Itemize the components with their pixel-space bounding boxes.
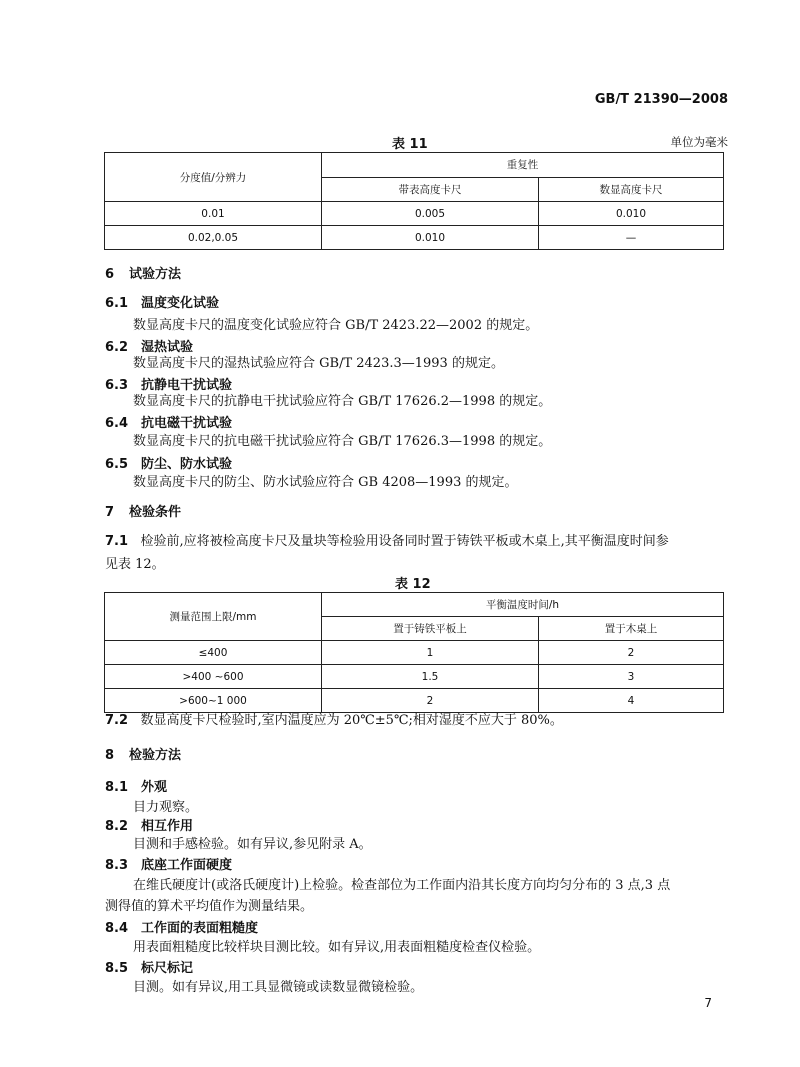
table-11-title: 表 11 <box>392 137 428 152</box>
table-12-title: 表 12 <box>395 577 431 592</box>
clause-8-3-heading <box>105 854 232 873</box>
clause-number: 8.1 <box>105 780 129 795</box>
clause-title: 抗电磁干扰试验 <box>141 416 233 431</box>
clause-7-2 <box>105 709 725 732</box>
section-6-heading <box>105 263 181 282</box>
table-row <box>105 665 724 689</box>
clause-8-1-heading <box>105 776 167 795</box>
clause-6-1-text: 数显高度卡尺的温度变化试验应符合 GB/T 2423.22—2002 的规定。 <box>133 318 539 333</box>
table-cell: 2 <box>322 689 539 713</box>
section-title: 检验方法 <box>129 748 182 763</box>
table-cell: 1 <box>322 641 539 665</box>
clause-text: 检验前,应将被检高度卡尺及量块等检验用设备同时置于铸铁平板或木桌上,其平衡温度时间参 <box>140 534 669 549</box>
table-row <box>105 641 724 665</box>
table-cell: 0.010 <box>322 226 539 250</box>
clause-8-2-heading <box>105 815 193 834</box>
section-number: 8 <box>105 748 115 763</box>
table-11-group-header: 重复性 <box>322 153 724 178</box>
clause-number: 6.2 <box>105 340 129 355</box>
clause-6-3-text: 数显高度卡尺的抗静电干扰试验应符合 GB/T 17626.2—1998 的规定。 <box>133 394 552 409</box>
clause-6-5-heading <box>105 453 232 472</box>
table-cell: — <box>539 226 724 250</box>
table-cell: 1.5 <box>322 665 539 689</box>
clause-6-4-heading <box>105 412 232 431</box>
clause-number: 8.4 <box>105 921 129 936</box>
clause-number: 8.2 <box>105 819 129 834</box>
section-number: 7 <box>105 505 115 520</box>
table-11-sub-header: 数显高度卡尺 <box>539 177 724 202</box>
clause-text: 数显高度卡尺检验时,室内温度应为 20℃±5℃;相对湿度不应大于 80%。 <box>140 713 563 728</box>
table-12-sub-header: 置于铸铁平板上 <box>322 617 539 641</box>
clause-number: 6.4 <box>105 416 129 431</box>
table-11 <box>104 152 724 250</box>
table-11-col-header: 分度值/分辨力 <box>105 153 322 202</box>
section-8-heading <box>105 744 181 763</box>
table-11-sub-header: 带表高度卡尺 <box>322 177 539 202</box>
clause-number: 6.1 <box>105 296 129 311</box>
table-cell: ≤400 <box>105 641 322 665</box>
table-row <box>105 202 724 226</box>
table-12-sub-header: 置于木桌上 <box>539 617 724 641</box>
clause-text-continued: 见表 12。 <box>105 557 165 572</box>
clause-title: 底座工作面硬度 <box>141 858 233 873</box>
clause-title: 湿热试验 <box>141 340 194 355</box>
table-cell: 0.010 <box>539 202 724 226</box>
clause-number: 8.3 <box>105 858 129 873</box>
clause-8-2-text: 目测和手感检验。如有异议,参见附录 A。 <box>133 837 372 852</box>
table-cell: >400 ~600 <box>105 665 322 689</box>
table-cell: >600~1 000 <box>105 689 322 713</box>
clause-title: 工作面的表面粗糙度 <box>141 921 259 936</box>
clause-7-1 <box>105 530 725 576</box>
unit-note: 单位为毫米 <box>670 135 728 149</box>
table-12-group-header: 平衡温度时间/h <box>322 593 724 617</box>
standard-code: GB/T 21390—2008 <box>594 92 728 107</box>
table-cell: 2 <box>539 641 724 665</box>
clause-number: 6.5 <box>105 457 129 472</box>
table-cell: 0.02,0.05 <box>105 226 322 250</box>
clause-title: 防尘、防水试验 <box>141 457 233 472</box>
page-number: 7 <box>704 996 712 1010</box>
table-12-col-header: 测量范围上限/mm <box>105 593 322 641</box>
table-cell: 3 <box>539 665 724 689</box>
table-row <box>105 226 724 250</box>
section-title: 试验方法 <box>129 267 182 282</box>
clause-6-5-text: 数显高度卡尺的防尘、防水试验应符合 GB 4208—1993 的规定。 <box>133 475 518 490</box>
table-cell: 0.005 <box>322 202 539 226</box>
clause-8-5-text: 目测。如有异议,用工具显微镜或读数显微镜检验。 <box>133 980 424 995</box>
clause-8-3-text-continued: 测得值的算术平均值作为测量结果。 <box>105 899 314 914</box>
clause-number: 7.2 <box>105 713 129 728</box>
clause-6-2-text: 数显高度卡尺的湿热试验应符合 GB/T 2423.3—1993 的规定。 <box>133 356 504 371</box>
clause-8-1-text: 目力观察。 <box>133 800 199 815</box>
clause-title: 外观 <box>141 780 168 795</box>
clause-8-4-text: 用表面粗糙度比较样块目测比较。如有异议,用表面粗糙度检查仪检验。 <box>133 940 541 955</box>
clause-6-4-text: 数显高度卡尺的抗电磁干扰试验应符合 GB/T 17626.3—1998 的规定。 <box>133 434 552 449</box>
section-7-heading <box>105 501 181 520</box>
table-cell: 4 <box>539 689 724 713</box>
clause-6-1-heading <box>105 292 219 311</box>
clause-title: 抗静电干扰试验 <box>141 378 233 393</box>
section-number: 6 <box>105 267 115 282</box>
clause-title: 相互作用 <box>141 819 194 834</box>
clause-number: 8.5 <box>105 961 129 976</box>
clause-title: 温度变化试验 <box>141 296 220 311</box>
clause-number: 6.3 <box>105 378 129 393</box>
clause-8-5-heading <box>105 957 193 976</box>
clause-8-3-text: 在维氏硬度计(或洛氏硬度计)上检验。检查部位为工作面内沿其长度方向均匀分布的 3 点,3 点 <box>133 878 671 893</box>
table-cell: 0.01 <box>105 202 322 226</box>
clause-title: 标尺标记 <box>141 961 194 976</box>
clause-number: 7.1 <box>105 534 129 549</box>
table-12 <box>104 592 724 713</box>
clause-8-4-heading <box>105 917 258 936</box>
section-title: 检验条件 <box>129 505 182 520</box>
